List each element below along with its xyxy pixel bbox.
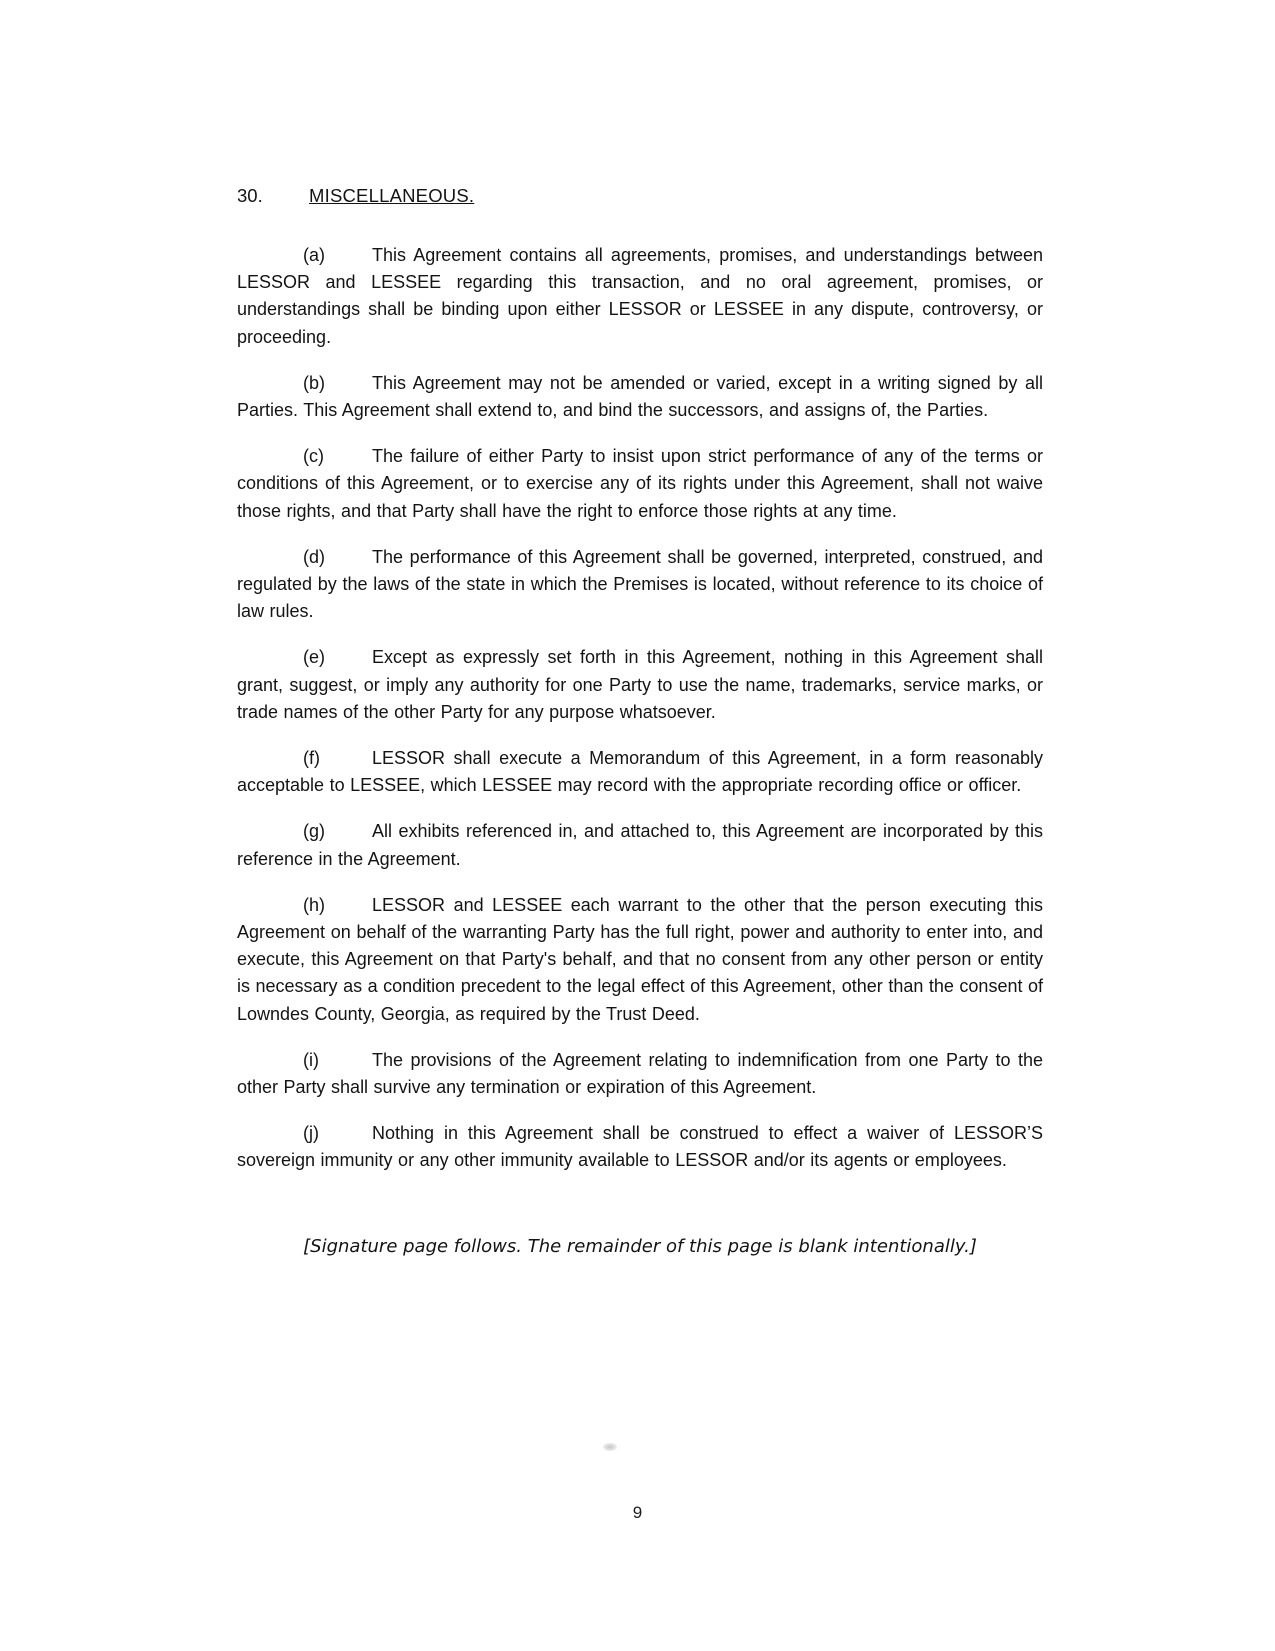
clause-d-text: The performance of this Agreement shall be governed, interpreted, construed, and regulated by the laws of the state in which the Premises is located, without reference to its choice of law rules.: [237, 546, 1043, 622]
clause-e: [237, 644, 1043, 726]
clause-d: [237, 544, 1043, 626]
clause-f-text: LESSOR shall execute a Memorandum of this Agreement, in a form reasonably acceptable to LESSEE, which LESSEE may record with the appropriate recording office or officer.: [237, 748, 1043, 796]
clause-a-text: This Agreement contains all agreements, promises, and understandings between LESSOR and LESSEE regarding this transaction, and no oral agreement, promises, or understandings shall be binding upon either LESSOR or LESSEE in any dispute, controversy, or proceeding.: [237, 245, 1043, 347]
clause-g-label: (g): [303, 821, 325, 842]
clause-e-text: Except as expressly set forth in this Agreement, nothing in this Agreement shall grant, suggest, or imply any authority for one Party to use the name, trademarks, service marks, or trade names of the other Party for any purpose whatsoever.: [237, 647, 1043, 722]
clause-j-text: Nothing in this Agreement shall be construed to effect a waiver of LESSOR’S sovereign immunity or any other immunity available to LESSOR and/or its agents or employees.: [237, 1123, 1043, 1171]
signature-page-notice: [Signature page follows. The remainder of this page is blank intentionally.]: [303, 1235, 977, 1257]
page-number: 9: [632, 1503, 643, 1522]
clause-h-text: LESSOR and LESSEE each warrant to the other that the person executing this Agreement on behalf of the warranting Party has the full right, power and authority to enter into, and execute, this Agreement on that Party's behalf, and that no consent from any other person or entity is necessary as a condition precedent to the legal effect of this Agreement, other than the consent of Lowndes County, Georgia, as required by the Trust Deed.: [237, 894, 1043, 1024]
clause-h-label: (h): [303, 894, 325, 915]
clause-a-label: (a): [303, 245, 325, 265]
clause-i-label: (i): [303, 1049, 319, 1070]
clause-h: [237, 892, 1043, 1028]
clause-g: [237, 818, 1043, 872]
page-body: [237, 182, 1043, 1260]
clause-e-label: (e): [303, 647, 325, 668]
clause-f: [237, 745, 1043, 799]
section-heading: [237, 182, 1043, 209]
section-title: MISCELLANEOUS.: [309, 185, 475, 206]
clause-i-text: The provisions of the Agreement relating to indemnification from one Party to the other Party shall survive any termination or expiration of this Agreement.: [237, 1049, 1043, 1098]
clause-j: [237, 1120, 1043, 1174]
clause-j-label: (j): [303, 1123, 319, 1144]
clause-g-text: All exhibits referenced in, and attached to, this Agreement are incorporated by this reference in the Agreement.: [237, 821, 1043, 869]
section-number: 30.: [237, 185, 263, 206]
clause-i: [237, 1047, 1043, 1101]
clause-c: [237, 443, 1043, 525]
clause-b-text: This Agreement may not be amended or varied, except in a writing signed by all Parties. This Agreement shall extend to, and bind the successors, and assigns of, the Parties.: [237, 372, 1043, 421]
clause-b: [237, 370, 1043, 424]
clause-c-label: (c): [303, 446, 324, 467]
clause-f-label: (f): [303, 748, 320, 769]
clause-d-label: (d): [303, 546, 325, 567]
clause-a: [237, 242, 1043, 351]
clause-c-text: The failure of either Party to insist upon strict performance of any of the terms or conditions of this Agreement, or to exercise any of its rights under this Agreement, shall not waive those rights, and that Party shall have the right to enforce those rights at any time.: [237, 446, 1043, 521]
scan-smudge: [603, 1443, 617, 1451]
clause-b-label: (b): [303, 372, 325, 393]
